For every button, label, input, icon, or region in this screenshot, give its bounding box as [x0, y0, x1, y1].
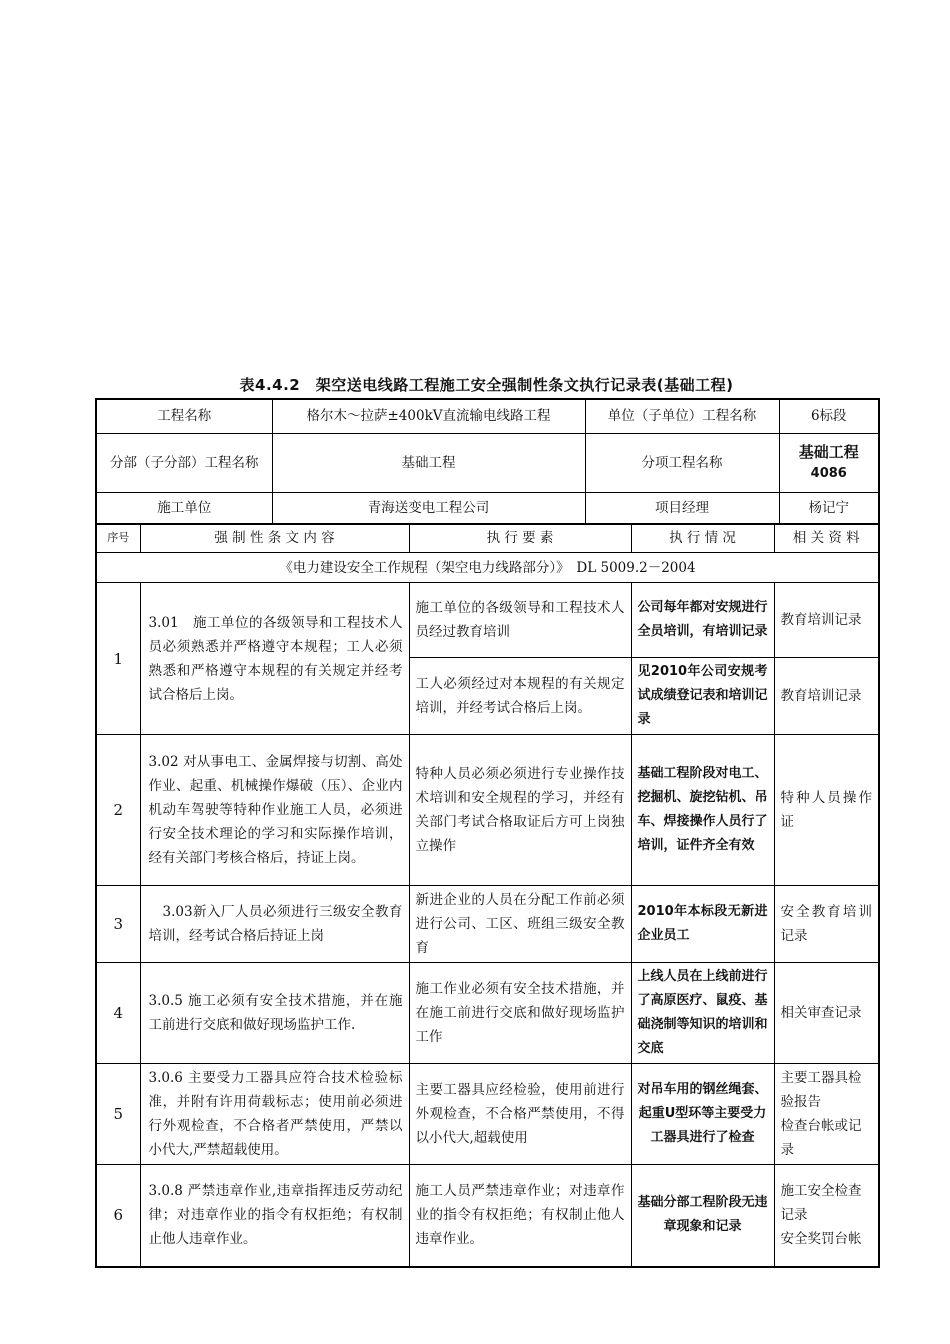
- item-value: [779, 433, 879, 492]
- row-reference: 教育培训记录: [774, 583, 879, 658]
- division-value: 基础工程: [272, 433, 585, 492]
- row-status: 见2010年公司安规考试成绩登记表和培训记录: [631, 658, 774, 735]
- row-requirement: 新进企业的人员在分配工作前必须进行公司、工区、班组三级安全教育: [409, 886, 631, 963]
- pm-value: 杨记宁: [779, 492, 879, 524]
- project-name-label: 工程名称: [96, 399, 272, 433]
- row-number: 6: [96, 1165, 140, 1267]
- table-title: 表4.4.2 架空送电线路工程施工安全强制性条文执行记录表(基础工程): [239, 376, 734, 394]
- row-reference: 特种人员操作证: [774, 735, 879, 886]
- row-requirement: 特种人员必须必须进行专业操作技术培训和安全规程的学习，并经有关部门考试合格取证后方可上岗独立操作: [409, 735, 631, 886]
- col-header-status: 执 行 情 况: [631, 524, 774, 553]
- item-value-line1: 基础工程: [798, 442, 859, 461]
- col-header-requirement: 执 行 要 素: [409, 524, 631, 553]
- col-header-reference: 相 关 资 料: [774, 524, 879, 553]
- row-requirement: 工人必须经过对本规程的有关规定培训，并经考试合格后上岗。: [409, 658, 631, 735]
- col-header-clause: 强 制 性 条 文 内 容: [140, 524, 409, 553]
- row-status: 基础分部工程阶段无违章现象和记录: [631, 1165, 774, 1267]
- item-value-line2: 4086: [810, 465, 847, 481]
- unit-project-label: 单位（子单位）工程名称: [585, 399, 779, 433]
- row-reference: 安全教育培训记录: [774, 886, 879, 963]
- row-number: 3: [96, 886, 140, 963]
- record-table: [95, 523, 880, 1268]
- row-clause: 3.02 对从事电工、金属焊接与切割、高处作业、起重、机械操作爆破（压）、企业内机动车驾驶等特种作业施工人员，必须进行安全技术理论的学习和实际操作培训，经有关部门考核合格后，持证上岗。: [140, 735, 409, 886]
- row-status: 对吊车用的钢丝绳套、起重U型环等主要受力工器具进行了检查: [631, 1064, 774, 1165]
- row-number: 5: [96, 1064, 140, 1165]
- row-reference: 施工安全检查记录 安全奖罚台帐: [774, 1165, 879, 1267]
- row-requirement: 施工作业必须有安全技术措施，并在施工前进行交底和做好现场监护工作: [409, 963, 631, 1064]
- project-info-table: [95, 398, 880, 525]
- row-number: 2: [96, 735, 140, 886]
- row-clause: 3.0.6 主要受力工器具应符合技术检验标准，并附有许用荷载标志；使用前必须进行外观检查，不合格者严禁使用，严禁以小代大,严禁超载使用。: [140, 1064, 409, 1165]
- row-reference: 相关审查记录: [774, 963, 879, 1064]
- row-requirement: 施工人员严禁违章作业；对违章作业的指令有权拒绝；有权制止他人违章作业。: [409, 1165, 631, 1267]
- row-status: 上线人员在上线前进行了高原医疗、鼠疫、基础浇制等知识的培训和交底: [631, 963, 774, 1064]
- row-number: 1: [96, 583, 140, 735]
- row-status: 基础工程阶段对电工、挖掘机、旋挖钻机、吊车、焊接操作人员行了培训，证件齐全有效: [631, 735, 774, 886]
- row-status: 公司每年都对安规进行全员培训，有培训记录: [631, 583, 774, 658]
- pm-label: 项目经理: [585, 492, 779, 524]
- row-requirement: 主要工器具应经检验，使用前进行外观检查，不合格严禁使用，不得以小代大,超载使用: [409, 1064, 631, 1165]
- row-number: 4: [96, 963, 140, 1064]
- row-clause: 3.01 施工单位的各级领导和工程技术人员必须熟悉并严格遵守本规程；工人必须熟悉和严格遵守本规程的有关规定并经考试合格后上岗。: [140, 583, 409, 735]
- contractor-value: 青海送变电工程公司: [272, 492, 585, 524]
- row-clause: 3.0.5 施工必须有安全技术措施，并在施工前进行交底和做好现场监护工作.: [140, 963, 409, 1064]
- unit-project-value: 6标段: [779, 399, 879, 433]
- section-title: 《电力建设安全工作规程（架空电力线路部分）》 DL 5009.2－2004: [96, 553, 879, 583]
- item-label: 分项工程名称: [585, 433, 779, 492]
- row-clause: 3.0.8 严禁违章作业,违章指挥违反劳动纪律；对违章作业的指令有权拒绝；有权制止他人违章作业。: [140, 1165, 409, 1267]
- row-reference: 主要工器具检验报告 检查台帐或记录: [774, 1064, 879, 1165]
- row-status: 2010年本标段无新进企业员工: [631, 886, 774, 963]
- row-requirement: 施工单位的各级领导和工程技术人员经过教育培训: [409, 583, 631, 658]
- contractor-label: 施工单位: [96, 492, 272, 524]
- col-header-no: 序号: [96, 524, 140, 553]
- row-clause: 3.03新入厂人员必须进行三级安全教育培训，经考试合格后持证上岗: [140, 886, 409, 963]
- division-label: 分部（子分部）工程名称: [96, 433, 272, 492]
- project-name-value: 格尔木～拉萨±400kV直流输电线路工程: [272, 399, 585, 433]
- row-reference: 教育培训记录: [774, 658, 879, 735]
